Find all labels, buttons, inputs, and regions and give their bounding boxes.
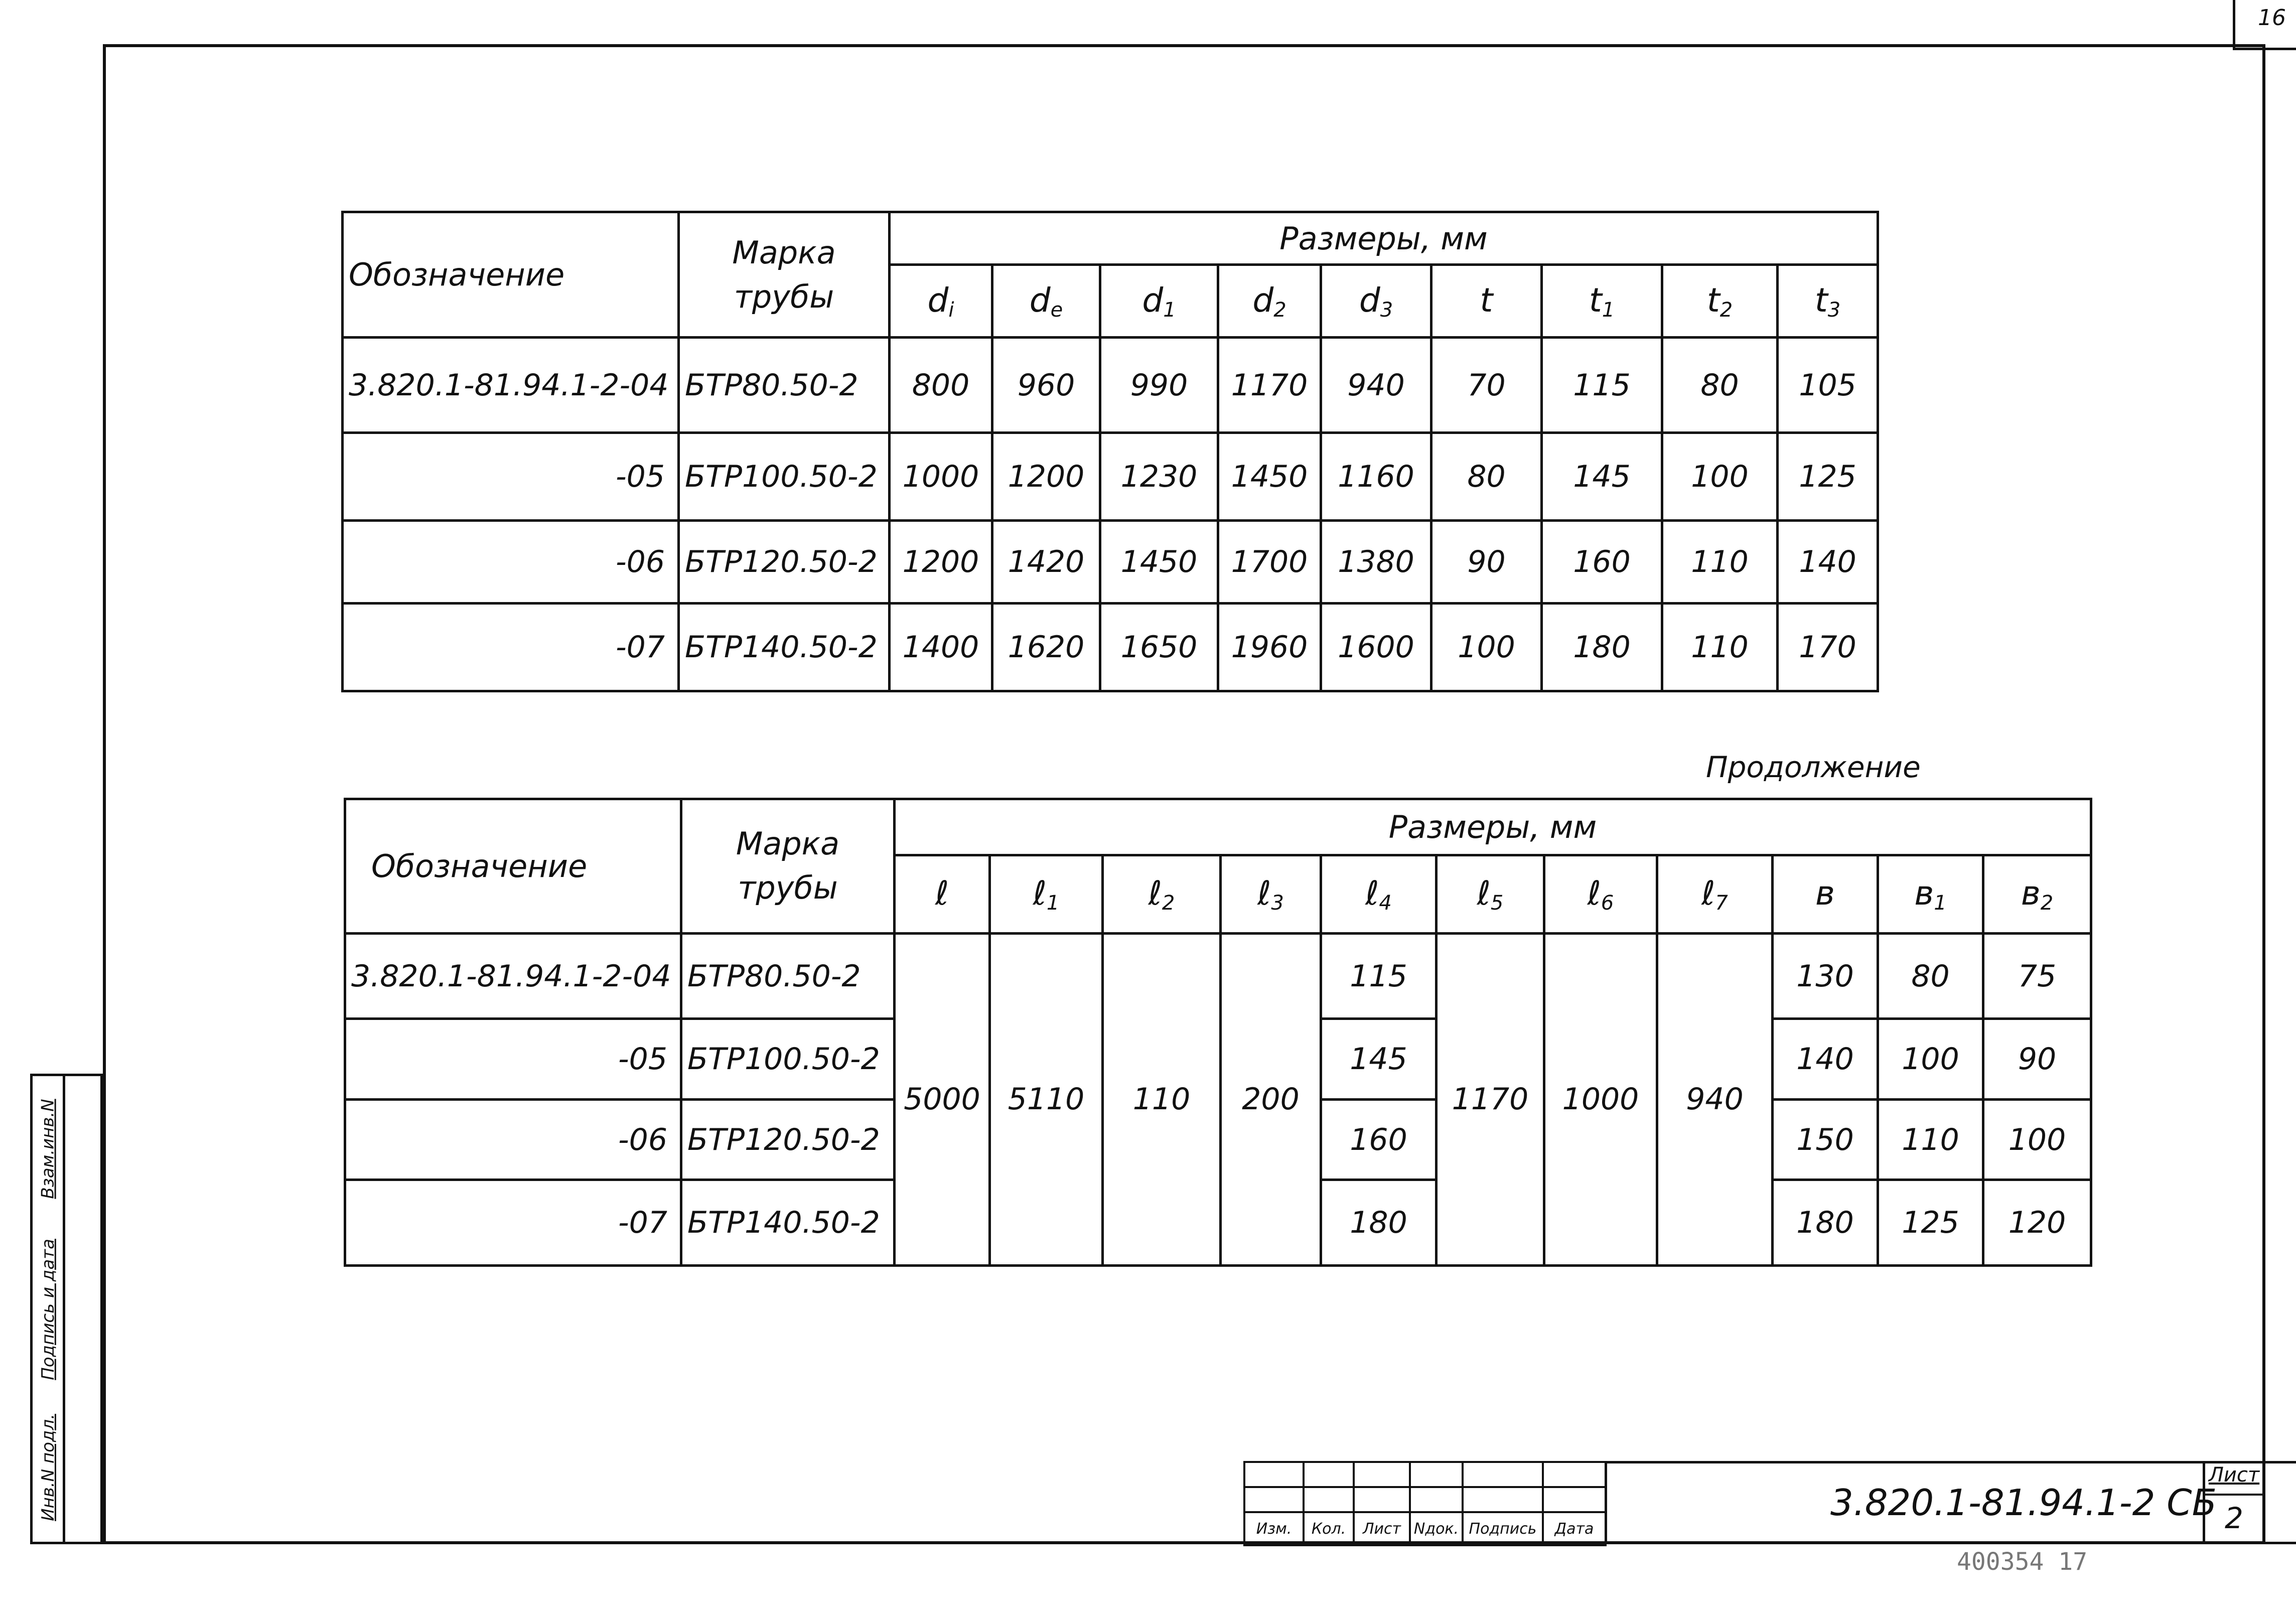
value-cell: 940 (1321, 338, 1431, 433)
dim-header: ℓ$_3$ (1221, 855, 1321, 934)
tb-header-podpis: Подпись (1463, 1512, 1543, 1545)
dim-header: ℓ (895, 855, 990, 934)
dim-header: $d_i$ (890, 265, 992, 338)
tb-header-kol: Кол. (1304, 1512, 1354, 1545)
document-code: 3.820.1-81.94.1-2 СБ (1605, 1461, 2296, 1544)
value-cell: 1170 (1218, 338, 1321, 433)
value-cell: 160 (1542, 521, 1662, 604)
value-cell: 145 (1542, 433, 1662, 521)
table-row (343, 604, 1878, 691)
dim-header: t (1431, 265, 1542, 338)
b2-cell: 100 (1983, 1099, 2091, 1180)
header-designation: Обозначение (343, 212, 679, 338)
value-cell: 80 (1431, 433, 1542, 521)
title-block (1243, 1461, 2265, 1544)
side-label-vzam-inv: Взам.инв.N (38, 1099, 58, 1199)
b-cell: 130 (1773, 933, 1878, 1019)
value-cell: 1420 (992, 521, 1100, 604)
side-strip (30, 1074, 103, 1544)
archive-stamp: 400354 17 (1957, 1548, 2088, 1576)
header-dimensions: Размеры, мм (890, 212, 1878, 265)
table-row (345, 933, 2091, 1019)
l4-cell: 145 (1321, 1019, 1437, 1100)
value-cell: 1400 (890, 604, 992, 691)
value-cell: 110 (1662, 604, 1778, 691)
dim-header: $t_1$ (1542, 265, 1662, 338)
b2-cell: 90 (1983, 1019, 2091, 1100)
page-number: 16 (2258, 5, 2286, 31)
value-cell: 1000 (890, 433, 992, 521)
tb-header-ndok: Nдок. (1410, 1512, 1463, 1545)
tb-header-list: Лист (1354, 1512, 1410, 1545)
b-cell: 180 (1773, 1180, 1878, 1266)
b-cell: 140 (1773, 1019, 1878, 1100)
value-cell: 1700 (1218, 521, 1321, 604)
value-cell: 170 (1778, 604, 1878, 691)
brand-cell: БТР80.50-2 (679, 338, 890, 433)
dim-header: ℓ$_6$ (1544, 855, 1657, 934)
dim-header: $d_e$ (992, 265, 1100, 338)
brand-cell: БТР120.50-2 (679, 521, 890, 604)
value-cell: 1450 (1100, 521, 1218, 604)
value-cell: 1380 (1321, 521, 1431, 604)
value-cell: 1230 (1100, 433, 1218, 521)
designation-cell: -05 (345, 1019, 681, 1100)
value-cell: 100 (1662, 433, 1778, 521)
l4-cell: 180 (1321, 1180, 1437, 1266)
continuation-label: Продолжение (1706, 750, 1921, 784)
value-cell: 110 (1662, 521, 1778, 604)
shared-l7-cell: 940 (1657, 933, 1773, 1265)
value-cell: 100 (1431, 604, 1542, 691)
b-cell: 150 (1773, 1099, 1878, 1180)
designation-cell: -05 (343, 433, 679, 521)
dim-header: $d_2$ (1218, 265, 1321, 338)
designation-cell: 3.820.1-81.94.1-2-04 (345, 933, 681, 1019)
brand-cell: БТР140.50-2 (679, 604, 890, 691)
shared-l1-cell: 5110 (990, 933, 1103, 1265)
value-cell: 140 (1778, 521, 1878, 604)
b1-cell: 80 (1878, 933, 1983, 1019)
value-cell: 1200 (992, 433, 1100, 521)
revision-grid (1243, 1461, 1607, 1546)
value-cell: 1960 (1218, 604, 1321, 691)
value-cell: 125 (1778, 433, 1878, 521)
value-cell: 800 (890, 338, 992, 433)
page-number-box (2233, 0, 2296, 50)
value-cell: 1200 (890, 521, 992, 604)
value-cell: 1620 (992, 604, 1100, 691)
b1-cell: 125 (1878, 1180, 1983, 1266)
shared-l5-cell: 1170 (1437, 933, 1544, 1265)
value-cell: 990 (1100, 338, 1218, 433)
value-cell: 70 (1431, 338, 1542, 433)
value-cell: 960 (992, 338, 1100, 433)
dimensions-table-1 (341, 211, 1879, 692)
dim-header: ℓ$_5$ (1437, 855, 1544, 934)
designation-cell: 3.820.1-81.94.1-2-04 (343, 338, 679, 433)
l4-cell: 115 (1321, 933, 1437, 1019)
value-cell: 1650 (1100, 604, 1218, 691)
brand-cell: БТР120.50-2 (681, 1099, 895, 1180)
brand-cell: БТР100.50-2 (681, 1019, 895, 1100)
dim-header: ℓ$_1$ (990, 855, 1103, 934)
dim-header: $d_1$ (1100, 265, 1218, 338)
brand-cell: БТР140.50-2 (681, 1180, 895, 1266)
table-row (343, 521, 1878, 604)
side-label-inv-podl: Инв.N подл. (38, 1414, 59, 1521)
tb-header-data: Дата (1543, 1512, 1606, 1545)
value-cell: 1450 (1218, 433, 1321, 521)
dim-header: ℓ$_2$ (1103, 855, 1221, 934)
dim-header: ℓ$_4$ (1321, 855, 1437, 934)
designation-cell: -07 (345, 1180, 681, 1266)
header-brand: Марка трубы (679, 212, 890, 338)
brand-cell: БТР80.50-2 (681, 933, 895, 1019)
header-brand: Марка трубы (681, 799, 895, 934)
value-cell: 90 (1431, 521, 1542, 604)
brand-cell: БТР100.50-2 (679, 433, 890, 521)
dim-header: в (1773, 855, 1878, 934)
b2-cell: 120 (1983, 1180, 2091, 1266)
shared-l6-cell: 1000 (1544, 933, 1657, 1265)
value-cell: 105 (1778, 338, 1878, 433)
value-cell: 1600 (1321, 604, 1431, 691)
b1-cell: 110 (1878, 1099, 1983, 1180)
side-label-podpis: Подпись и дата (38, 1239, 59, 1380)
l4-cell: 160 (1321, 1099, 1437, 1180)
designation-cell: -06 (343, 521, 679, 604)
header-designation: Обозначение (345, 799, 681, 934)
dim-header: $в_2$ (1983, 855, 2091, 934)
header-dimensions: Размеры, мм (895, 799, 2091, 855)
tb-header-izm: Изм. (1244, 1512, 1304, 1545)
b2-cell: 75 (1983, 933, 2091, 1019)
designation-cell: -07 (343, 604, 679, 691)
value-cell: 180 (1542, 604, 1662, 691)
b1-cell: 100 (1878, 1019, 1983, 1100)
designation-cell: -06 (345, 1099, 681, 1180)
dim-header: $t_2$ (1662, 265, 1778, 338)
value-cell: 1160 (1321, 433, 1431, 521)
dim-header: $t_3$ (1778, 265, 1878, 338)
side-strip-inner (65, 1074, 103, 1544)
sheet-number: 2 (2225, 1501, 2243, 1535)
value-cell: 80 (1662, 338, 1778, 433)
dim-header: $в_1$ (1878, 855, 1983, 934)
shared-l2-cell: 110 (1103, 933, 1221, 1265)
table-row (343, 338, 1878, 433)
dimensions-table-2 (344, 798, 2092, 1267)
shared-l3-cell: 200 (1221, 933, 1321, 1265)
shared-l-cell: 5000 (895, 933, 990, 1265)
sheet-label: Лист (2205, 1463, 2263, 1496)
dim-header: ℓ$_7$ (1657, 855, 1773, 934)
sheet-box (2203, 1461, 2265, 1544)
value-cell: 115 (1542, 338, 1662, 433)
dim-header: $d_3$ (1321, 265, 1431, 338)
table-row (343, 433, 1878, 521)
